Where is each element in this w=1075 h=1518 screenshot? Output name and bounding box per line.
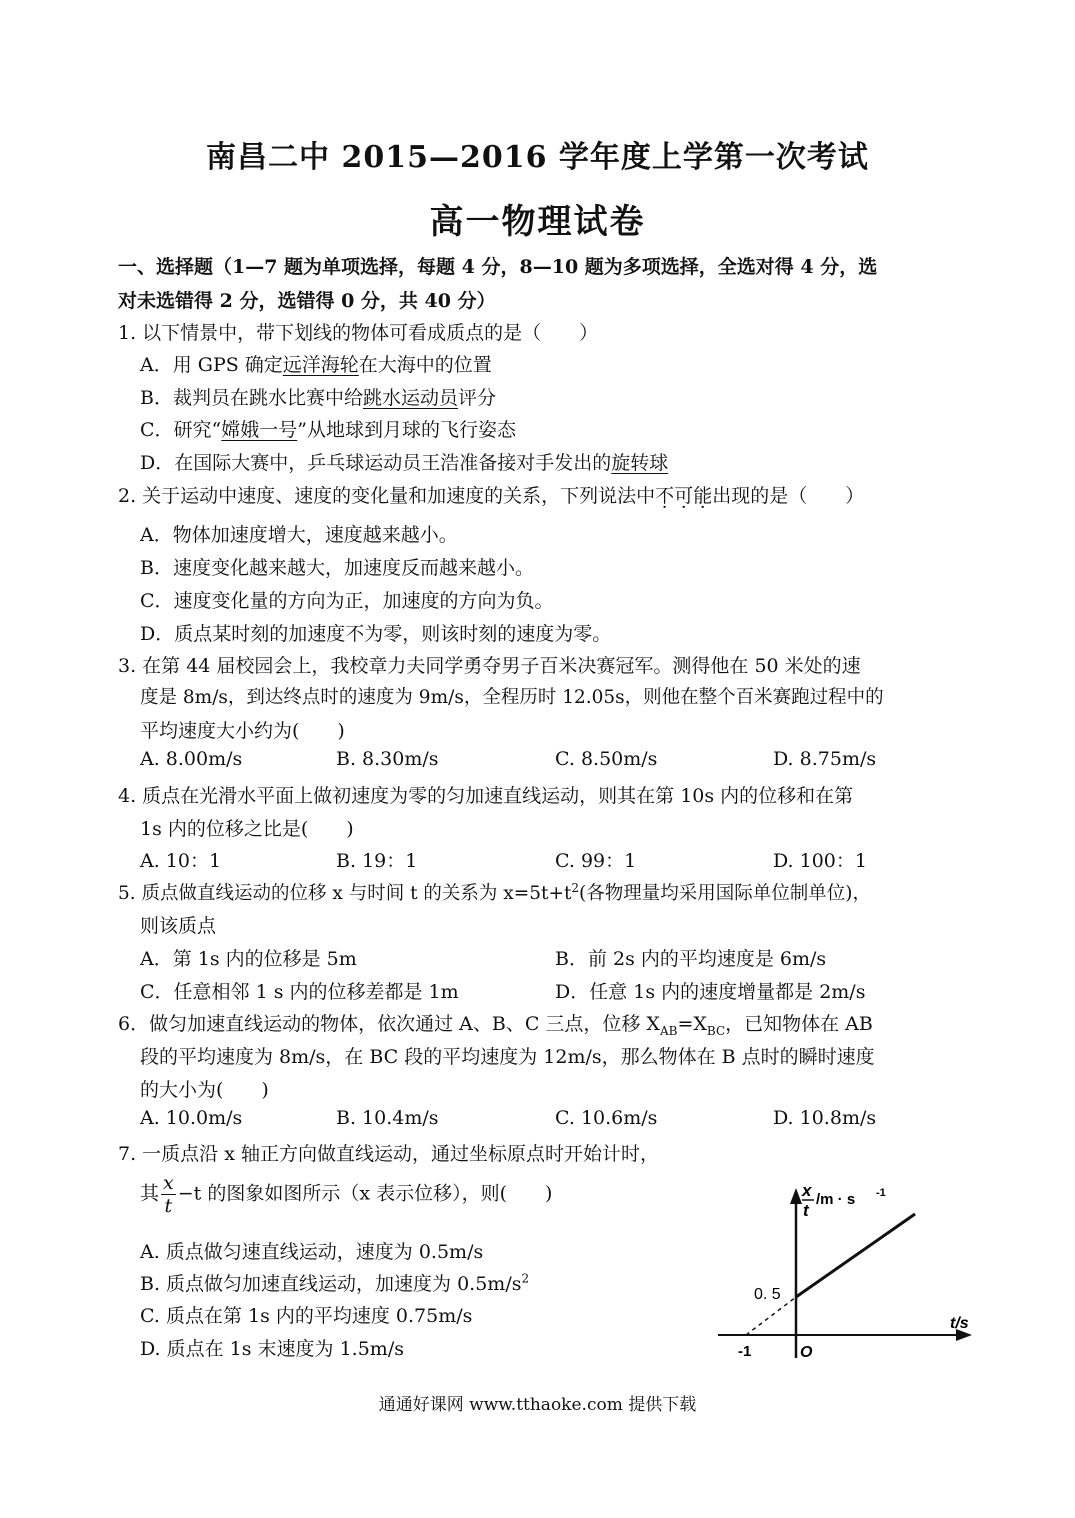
x-tick-label: -1 (738, 1343, 752, 1360)
q7-frac-num: x (163, 1172, 174, 1194)
y-axis-arrow (790, 1188, 802, 1204)
q1-a-underlined: 远洋海轮 (282, 354, 359, 376)
y-unit: /m · s (816, 1191, 856, 1208)
q6-option-c: C. 10.6m/s (555, 1107, 658, 1129)
footer-text: 通通好课网 www.tthaoke.com 提供下载 (378, 1395, 697, 1415)
q2-option-b: B．速度变化越来越大，加速度反而越来越小。 (140, 557, 534, 579)
q6-line1 (118, 1009, 873, 1038)
q1-a-post: 在大海中的位置 (358, 354, 492, 376)
q1-b-underlined: 跳水运动员 (362, 387, 458, 409)
q2-stem-post: 出现的是（ ） (712, 485, 865, 507)
q7-option-b (140, 1269, 529, 1296)
q7-fraction (161, 1172, 176, 1217)
q6-option-a: A. 10.0m/s (140, 1107, 243, 1129)
origin-label: O (800, 1344, 813, 1361)
q1-c-underlined: 嫦娥一号 (221, 419, 298, 441)
q1-a-pre: A．用 GPS 确定 (140, 354, 283, 376)
q3-line3: 平均速度大小约为( ) (140, 720, 345, 742)
q7-l2-pre: 其 (140, 1182, 160, 1205)
q2-stem-em: 不 (655, 485, 675, 507)
q6-l1-mid: =X (677, 1013, 707, 1035)
q4-option-c: C. 99：1 (555, 850, 637, 872)
q3-option-b: B. 8.30m/s (336, 748, 439, 770)
q7-line2 (140, 1172, 552, 1217)
y-tick-label: 0. 5 (754, 1286, 781, 1303)
y-label-num: x (802, 1181, 812, 1200)
q4-line1: 4. 质点在光滑水平面上做初速度为零的匀加速直线运动，则其在第 10s 内的位移和在第 (118, 785, 854, 807)
xt-t-graph (710, 1170, 990, 1370)
q2-stem-pre: 2. 关于运动中速度、速度的变化量和加速度的关系，下列说法中 (118, 485, 656, 507)
q5-option-a: A．第 1s 内的位移是 5m (140, 948, 357, 970)
q4-option-a: A. 10：1 (140, 850, 222, 872)
q1-b-pre: B．裁判员在跳水比赛中给 (140, 387, 363, 409)
q1-option-c (140, 415, 516, 442)
q6-line3: 的大小为( ) (140, 1079, 269, 1101)
q2-stem-em: 能 (693, 485, 713, 507)
y-label-den: t (803, 1201, 809, 1220)
q1-option-b (140, 383, 496, 410)
q3-option-a: A. 8.00m/s (140, 748, 243, 770)
q3-option-d: D. 8.75m/s (773, 748, 877, 770)
q7-option-c: C. 质点在第 1s 内的平均速度 0.75m/s (140, 1305, 473, 1327)
q7-option-d: D. 质点在 1s 末速度为 1.5m/s (140, 1338, 404, 1360)
q7-l2-post: −t 的图象如图所示（x 表示位移），则( ) (177, 1182, 553, 1205)
data-line (796, 1214, 915, 1297)
q2-option-c: C．速度变化量的方向为正，加速度的方向为负。 (140, 590, 554, 612)
q6-option-d: D. 10.8m/s (773, 1107, 877, 1129)
q1-b-post: 评分 (457, 387, 496, 409)
y-unit-sup: -1 (876, 1187, 886, 1199)
section-header-line1: 一、选择题（1—7 题为单项选择，每题 4 分，8—10 题为多项选择，全选对得 4 分，选 (118, 256, 878, 278)
q7-option-a: A. 质点做匀速直线运动，速度为 0.5m/s (140, 1241, 484, 1263)
q2-stem-em: 可 (674, 485, 694, 507)
q6-l1-sub: BC (706, 1023, 726, 1038)
section-header-line2: 对未选错得 2 分，选错得 0 分，共 40 分） (118, 290, 496, 312)
q1-c-post: ”从地球到月球的飞行姿态 (297, 419, 516, 441)
q4-line2: 1s 内的位移之比是( ) (140, 818, 354, 840)
q2-option-a: A．物体加速度增大，速度越来越小。 (140, 524, 458, 546)
q1-d-underlined: 旋转球 (611, 452, 669, 474)
q4-option-b: B. 19：1 (336, 850, 418, 872)
q1-d-pre: D．在国际大赛中，乒乓球运动员王浩准备接对手发出的 (140, 452, 612, 474)
exam-subtitle: 高一物理试卷 (429, 202, 646, 242)
q7-frac-den: t (164, 1195, 173, 1217)
q4-option-d: D. 100：1 (773, 850, 867, 872)
q5-option-c: C．任意相邻 1 s 内的位移差都是 1m (140, 981, 459, 1003)
q6-l1-pre: 6．做匀加速直线运动的物体，依次通过 A、B、C 三点，位移 X (118, 1013, 660, 1035)
q2-option-d: D．质点某时刻的加速度不为零，则该时刻的速度为零。 (140, 623, 612, 645)
q6-l1-post: ，已知物体在 AB (725, 1013, 873, 1035)
q5-line1 (118, 879, 871, 905)
q5-l1-pre: 5. 质点做直线运动的位移 x 与时间 t 的关系为 x=5t+t (118, 883, 572, 904)
q5-l1-post: (各物理量均采用国际单位制单位)， (579, 883, 871, 904)
q1-c-pre: C．研究“ (140, 419, 222, 441)
q6-line2: 段的平均速度为 8m/s，在 BC 段的平均速度为 12m/s，那么物体在 B 点时的瞬时速度 (140, 1046, 875, 1068)
x-label: t/s (950, 1315, 969, 1332)
q3-line1: 3. 在第 44 届校园会上，我校章力夫同学勇夺男子百米决赛冠军。测得他在 50 米处的速 (118, 655, 861, 677)
q7-b-sup: 2 (521, 1271, 530, 1286)
exam-title: 南昌二中 2015—2016 学年度上学第一次考试 (206, 140, 869, 175)
q5-option-d: D．任意 1s 内的速度增量都是 2m/s (555, 981, 866, 1003)
q1-option-d (140, 448, 668, 475)
q6-l1-sub: AB (659, 1023, 678, 1038)
q5-option-b: B．前 2s 内的平均速度是 6m/s (555, 948, 827, 970)
q3-option-c: C. 8.50m/s (555, 748, 658, 770)
q7-line1: 7. 一质点沿 x 轴正方向做直线运动，通过坐标原点时开始计时， (118, 1143, 659, 1165)
q1-stem: 1. 以下情景中，带下划线的物体可看成质点的是（ ） (118, 322, 599, 344)
q5-line2: 则该质点 (140, 915, 217, 937)
q3-line2: 度是 8m/s，到达终点时的速度为 9m/s，全程历时 12.05s，则他在整个百米赛跑过程中的 (140, 687, 884, 708)
q2-stem (118, 481, 864, 508)
q7-b-pre: B. 质点做匀加速直线运动，加速度为 0.5m/s (140, 1273, 522, 1295)
q1-option-a (140, 350, 492, 377)
q6-option-b: B. 10.4m/s (336, 1107, 439, 1129)
q5-l1-sup: 2 (571, 880, 580, 895)
